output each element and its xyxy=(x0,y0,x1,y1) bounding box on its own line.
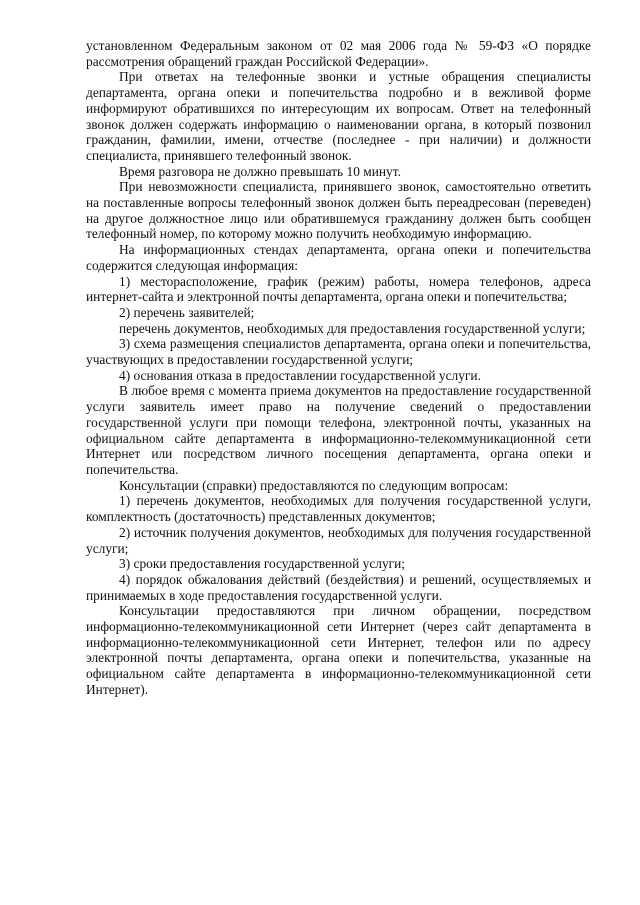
document-page xyxy=(86,38,591,698)
list-item-consult-appeal: 4) порядок обжалования действий (бездействия) и решений, осуществляемых и принимаемых в ходе предоставления государственной услуги. xyxy=(86,571,591,603)
list-item-refusal-grounds: 4) основания отказа в предоставлении государственной услуги. xyxy=(119,367,481,383)
paragraph-call-redirect: При невозможности специалиста, принявшего звонок, самостоятельно ответить на поставленные вопросы телефонный звонок должен быть переадресован (переведен) на другое должностное лицо или обратившемуся гражданину должен быть сообщен телефонный номер, по которому можно получить необходимую информацию. xyxy=(86,179,591,242)
paragraph-consultations-topics: Консультации (справки) предоставляются по следующим вопросам: xyxy=(119,477,509,493)
paragraph-consultations-channels: Консультации предоставляются при личном обращении, посредством информационно-телекоммуникационной сети Интернет (через сайт департамента в информационно-телекоммуникационной сети Интернет, телефон или по адресу электронной почты департамента, органа опеки и попечительства, указанные на официальном сайте департамента в информационно-телекоммуникационной сети Интернет). xyxy=(86,603,591,697)
list-item-specialists-scheme: 3) схема размещения специалистов департамента, органа опеки и попечительства, участвующих в предоставлении государственной услуги; xyxy=(86,336,591,368)
paragraph-call-duration: Время разговора не должно превышать 10 минут. xyxy=(119,163,401,179)
paragraph-status-inquiry: В любое время с момента приема документов на предоставление государственной услуги заявитель имеет право на получение сведений о предоставлении государственной услуги при помощи телефона, электронной почты, указанных на официальном сайте департамента в информационно-телекоммуникационной сети Интернет или посредством личного посещения департамента, органа опеки и попечительства. xyxy=(86,383,591,477)
list-item-documents: перечень документов, необходимых для предоставления государственной услуги; xyxy=(119,320,586,336)
list-item-location: 1) месторасположение, график (режим) работы, номера телефонов, адреса интернет-сайта и электронной почты департамента, органа опеки и попечительства; xyxy=(86,273,591,305)
paragraph-continuation: установленном Федеральным законом от 02 мая 2006 года № 59-ФЗ «О порядке рассмотрения обращений граждан Российской Федерации». xyxy=(86,38,591,69)
list-item-consult-terms: 3) сроки предоставления государственной услуги; xyxy=(119,556,406,572)
list-item-consult-source: 2) источник получения документов, необходимых для получения государственной услуги; xyxy=(86,524,591,556)
list-item-consult-documents: 1) перечень документов, необходимых для получения государственной услуги, комплектность (достаточность) представленных документов; xyxy=(86,493,591,525)
paragraph-info-stands: На информационных стендах департамента, органа опеки и попечительства содержится следующая информация: xyxy=(86,242,591,273)
list-item-applicants: 2) перечень заявителей; xyxy=(119,304,255,320)
paragraph-phone-answers: При ответах на телефонные звонки и устные обращения специалисты департамента, органа опеки и попечительства подробно и в вежливой форме информируют обратившихся по интересующим их вопросам. Ответ на телефонный звонок должен содержать информацию о наименовании органа, в который позвонил гражданин, фамилии, имени, отчестве (последнее - при наличии) и должности специалиста, принявшего телефонный звонок. xyxy=(86,69,591,163)
